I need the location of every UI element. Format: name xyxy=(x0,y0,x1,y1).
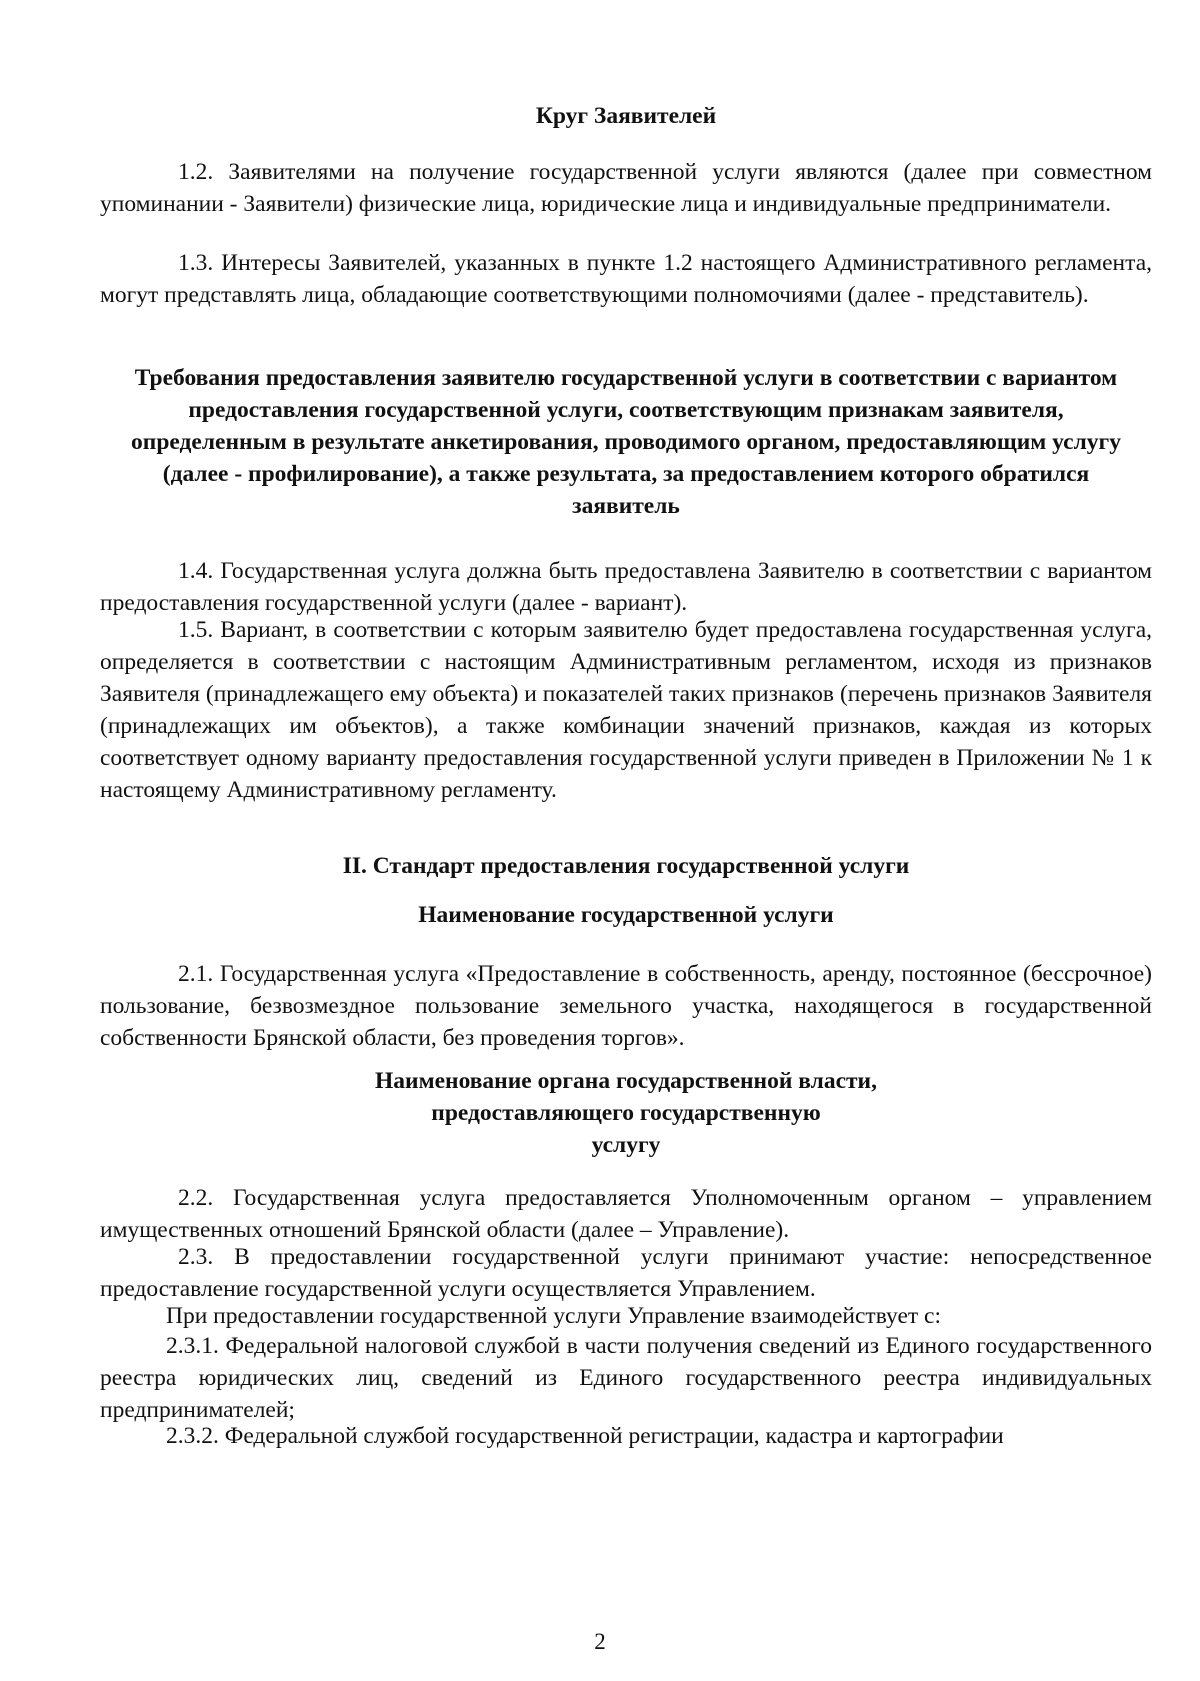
paragraph-1-3: 1.3. Интересы Заявителей, указанных в пункте 1.2 настоящего Административного регламента, могут представлять лица, обладающие соответствующими полномочиями (далее - представитель). xyxy=(100,250,1152,308)
paragraph-2-3-1: 2.3.1. Федеральной налоговой службой в части получения сведений из Единого государственного реестра юридических лиц, сведений из Единого государственного реестра индивидуальных предпринимателей; xyxy=(100,1333,1152,1423)
heading-section-2: II. Стандарт предоставления государственной услуги xyxy=(342,853,910,879)
paragraph-2-3: 2.3. В предоставлении государственной услуги принимают участие: непосредственное предоставление государственной услуги осуществляется Управлением. xyxy=(100,1244,1152,1302)
paragraph-2-3-2: 2.3.2. Федеральной службой государственной регистрации, кадастра и картографии xyxy=(166,1423,1004,1449)
heading-requirements: Требования предоставления заявителю государственной услуги в соответствии с вариантом предоставления государственной услуги, соответствующим признакам заявителя, определенным в результате анкетирования, проводимого органом, предоставляющим услугу (далее - профилирование), а также результата, за предоставлением которого обратился заявитель xyxy=(131,365,1121,519)
paragraph-1-5: 1.5. Вариант, в соответствии с которым заявителю будет предоставлена государственная услуга, определяется в соответствии с настоящим Административным регламентом, исходя из признаков Заявителя (принадлежащего ему объекта) и показателей таких признаков (перечень признаков Заявителя (принадлежащих им объектов), а также комбинации значений признаков, каждая из которых соответствует одному варианту предоставления государственной услуги приведен в Приложении № 1 к настоящему Административному регламенту. xyxy=(100,617,1152,803)
paragraph-1-2: 1.2. Заявителями на получение государственной услуги являются (далее при совместном упоминании - Заявители) физические лица, юридические лица и индивидуальные предприниматели. xyxy=(100,159,1152,217)
heading-service-name: Наименование государственной услуги xyxy=(418,902,834,928)
heading-applicants: Круг Заявителей xyxy=(535,103,717,129)
paragraph-2-1: 2.1. Государственная услуга «Предоставление в собственность, аренду, постоянное (бессрочное) пользование, безвозмездное пользование земельного участка, находящегося в государственной собственности Брянской области, без проведения торгов». xyxy=(100,961,1152,1051)
paragraph-1-4: 1.4. Государственная услуга должна быть предоставлена Заявителю в соответствии с вариантом предоставления государственной услуги (далее - вариант). xyxy=(100,558,1152,616)
heading-authority-line-2: предоставляющего государственную xyxy=(431,1100,821,1126)
heading-authority xyxy=(100,1065,1152,1161)
heading-authority-line-1: Наименование органа государственной власти, xyxy=(375,1068,877,1094)
heading-authority-line-3: услугу xyxy=(591,1132,661,1158)
paragraph-2-3-intro: При предоставлении государственной услуги Управление взаимодействует с: xyxy=(166,1303,941,1329)
paragraph-2-2: 2.2. Государственная услуга предоставляется Уполномоченным органом – управлением имущественных отношений Брянской области (далее – Управление). xyxy=(100,1185,1152,1243)
page-number: 2 xyxy=(594,1629,606,1654)
